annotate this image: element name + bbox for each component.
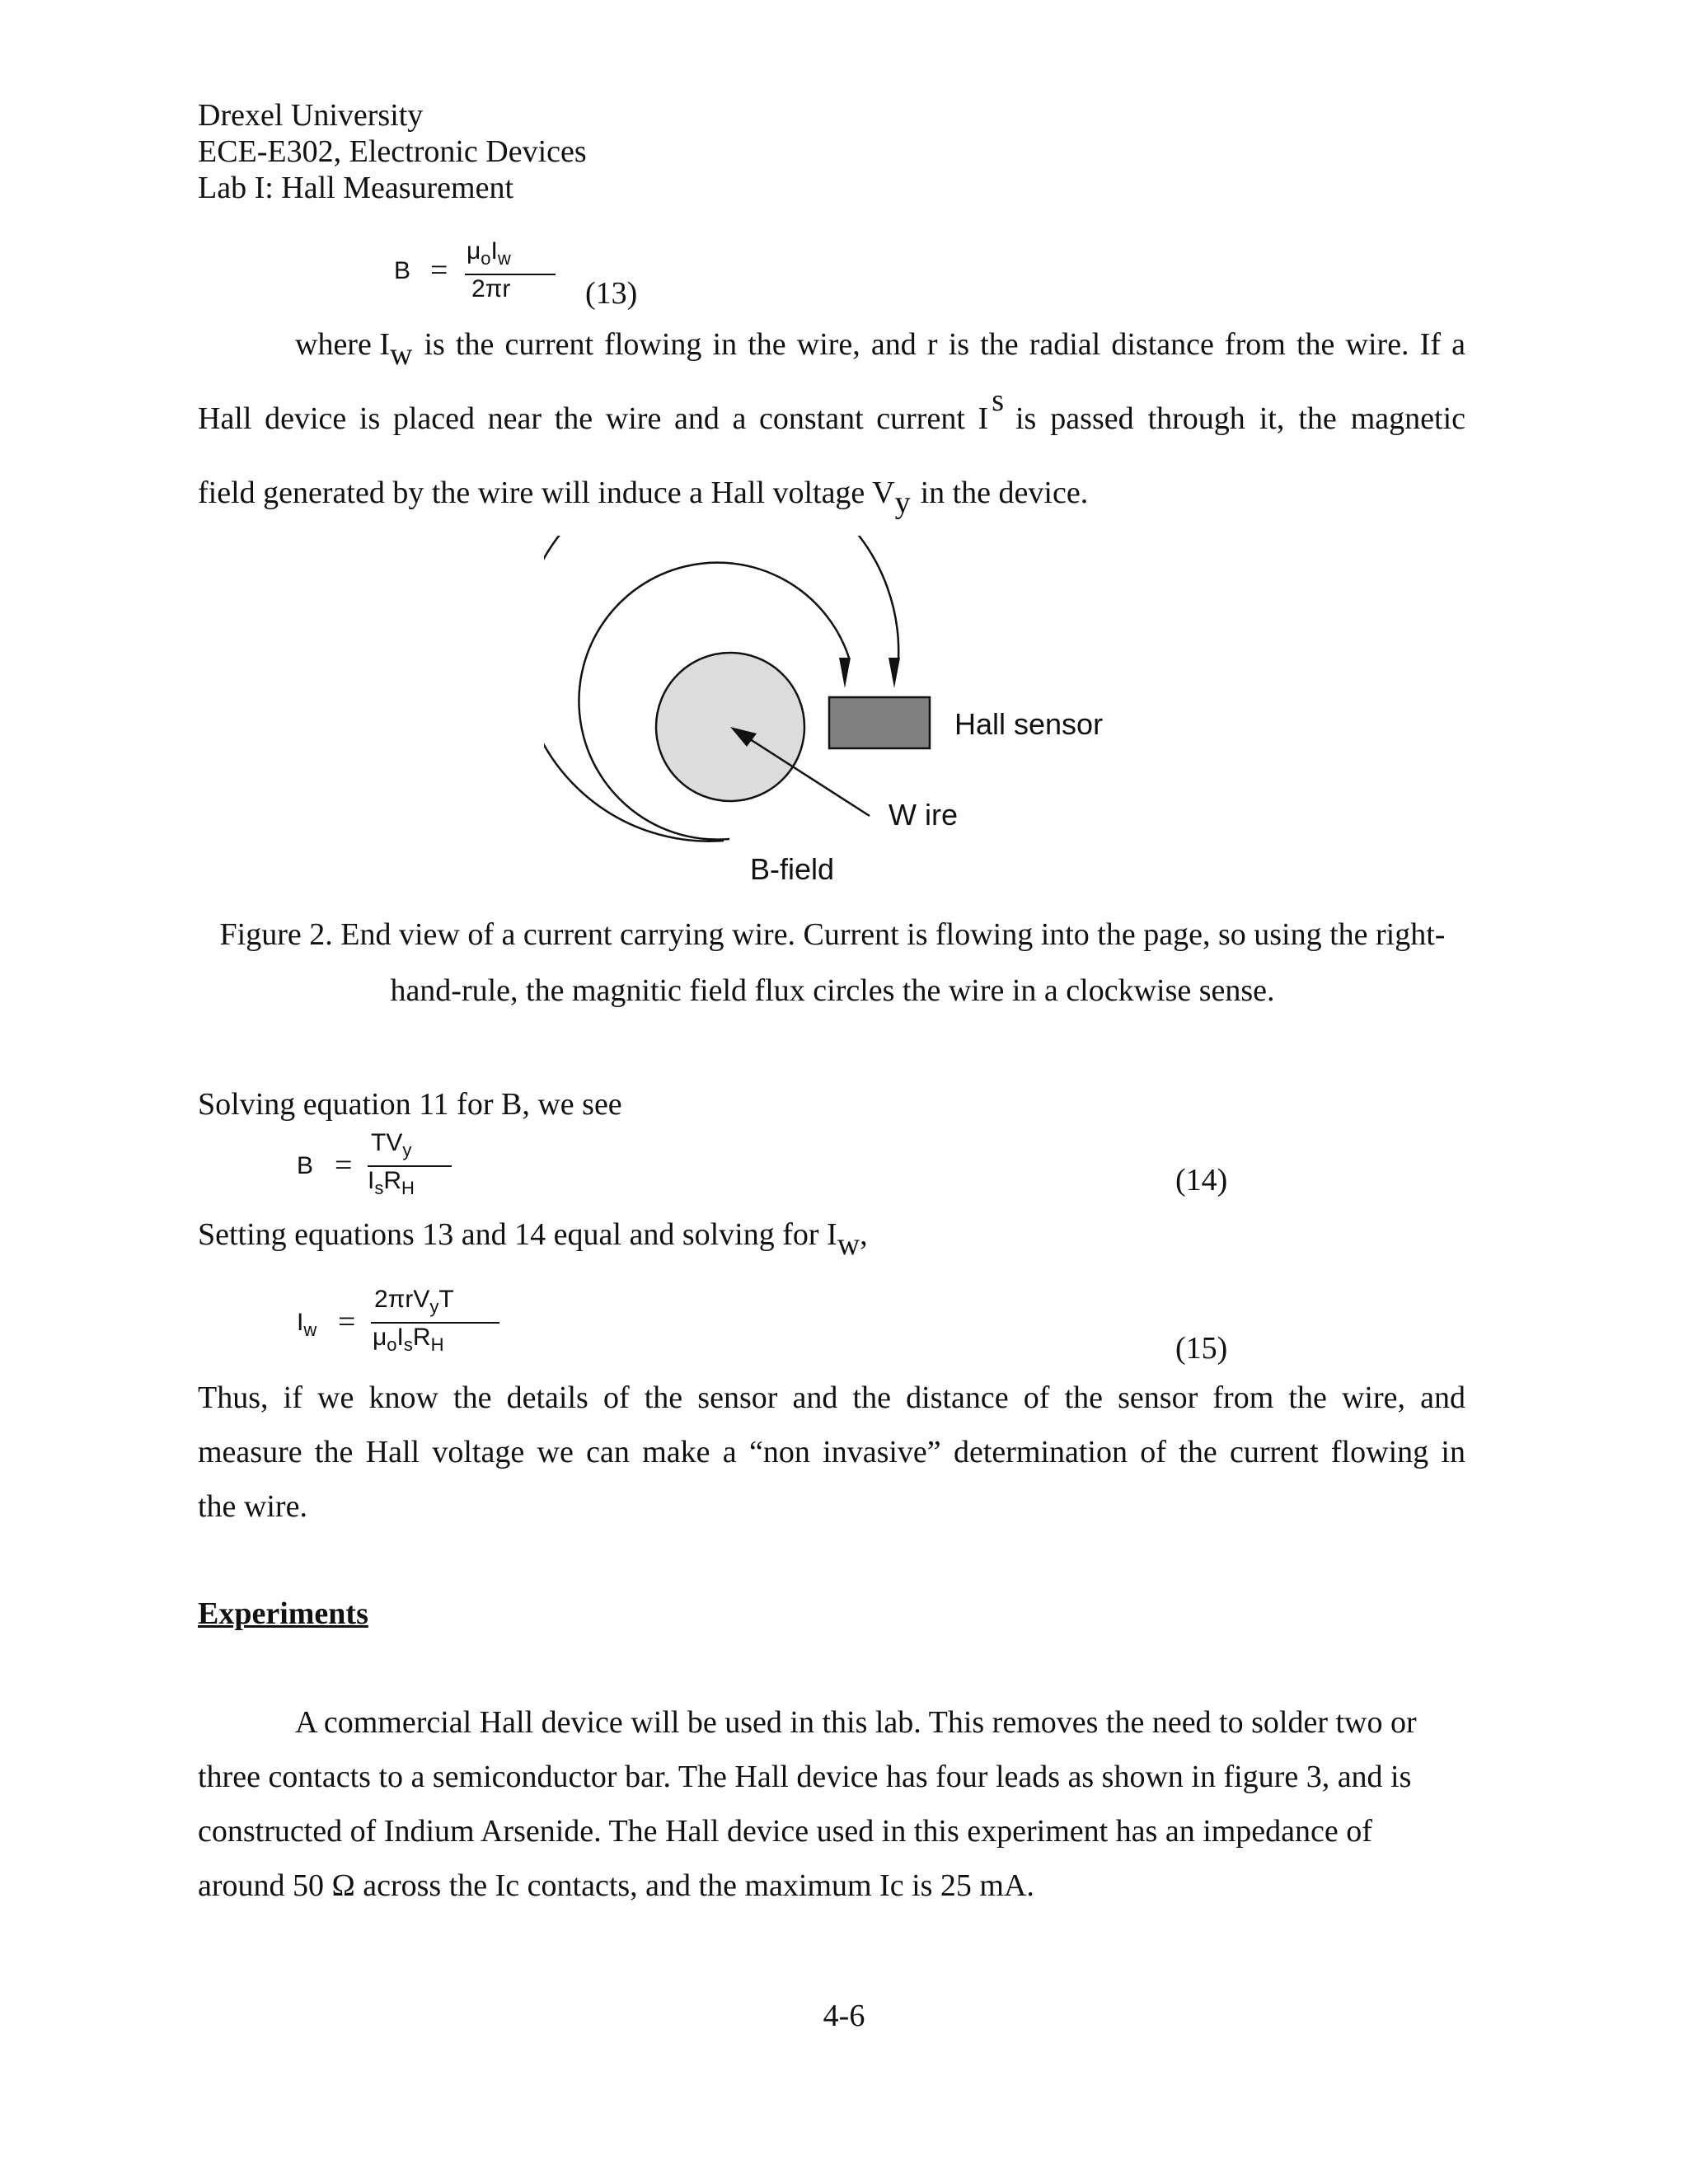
para2-line1: Thus, if we know the details of the sensor and the distance of the sensor from the wire, and xyxy=(198,1380,1465,1415)
para2-line3: the wire. xyxy=(198,1489,307,1524)
eq15-lhs-w: w xyxy=(303,1319,317,1340)
eq15-lhs xyxy=(297,1309,316,1341)
eq13-num-mu: μ xyxy=(467,237,481,265)
eq15-numerator xyxy=(374,1286,454,1318)
para1-l3-sub: y xyxy=(894,485,911,520)
header-lab-title: Lab I: Hall Measurement xyxy=(198,171,514,205)
equation-13 xyxy=(387,239,701,313)
eq13-denominator: 2πr xyxy=(471,275,511,302)
experiments-line1: A commercial Hall device will be used in this lab. This removes the need to solder two or xyxy=(295,1705,1417,1740)
setting-text-tail: , xyxy=(860,1217,868,1252)
eq13-num-I: I xyxy=(490,237,498,265)
eq15-den-I: I xyxy=(396,1324,404,1351)
eq13-numerator xyxy=(467,237,511,269)
eq14-denominator xyxy=(368,1167,415,1199)
para1-l1-a: where I xyxy=(295,327,390,362)
eq14-den-H: H xyxy=(401,1178,415,1198)
eq15-lhs-I: I xyxy=(297,1309,304,1336)
setting-text-sub: w xyxy=(837,1227,860,1262)
setting-text xyxy=(198,1216,868,1262)
eq15-denominator xyxy=(373,1324,443,1356)
solving-text: Solving equation 11 for B, we see xyxy=(198,1087,622,1122)
inner-arc-arrowhead xyxy=(839,658,851,688)
eq14-num: TV xyxy=(371,1129,403,1156)
para1-l3-a: field generated by the wire will induce a Hall voltage V xyxy=(198,476,895,510)
header-institution: Drexel University xyxy=(198,98,424,133)
eq15-den-R: R xyxy=(412,1324,431,1351)
eq15-number: (15) xyxy=(1175,1331,1228,1366)
eq14-num-sub: y xyxy=(402,1140,412,1160)
bfield-label: B-field xyxy=(750,852,835,886)
hall-sensor-label: Hall sensor xyxy=(954,707,1104,741)
eq15-den-o: o xyxy=(387,1334,397,1355)
eq13-num-o: o xyxy=(481,248,491,269)
para2-line2: measure the Hall voltage we can make a “non invasive” determination of the current flowing in xyxy=(198,1435,1465,1469)
para1-line3 xyxy=(198,475,1089,520)
equation-15 xyxy=(295,1286,1243,1368)
para1-l1-b: is the current flowing in the wire, and r is the radial distance from the wire. If a xyxy=(424,327,1465,362)
eq14-numerator xyxy=(371,1129,411,1161)
page-number: 4-6 xyxy=(823,1999,865,2033)
para1-l2-sub: s xyxy=(992,383,1004,418)
eq15-num-sub: y xyxy=(429,1296,439,1317)
eq15-equals: = xyxy=(338,1305,356,1339)
eq15-den-H: H xyxy=(430,1334,444,1355)
eq14-lhs: B xyxy=(297,1152,314,1179)
para1-line1 xyxy=(295,326,1465,372)
eq14-den-I: I xyxy=(368,1167,375,1194)
para1-l1-sub: w xyxy=(389,337,413,372)
para1-l3-b: in the device. xyxy=(920,476,1089,510)
eq14-den-s: s xyxy=(374,1178,384,1198)
para1-l2-a: Hall device is placed near the wire and a constant current I xyxy=(198,401,989,436)
setting-text-main: Setting equations 13 and 14 equal and solving for I xyxy=(198,1217,837,1252)
experiments-heading: Experiments xyxy=(198,1596,368,1631)
figure-caption-line1: Figure 2. End view of a current carrying wire. Current is flowing into the page, so using the right- xyxy=(219,917,1446,952)
eq14-den-R: R xyxy=(383,1167,402,1194)
eq13-equals: = xyxy=(430,253,448,288)
experiments-line3: constructed of Indium Arsenide. The Hall device used in this experiment has an impedance of xyxy=(198,1814,1372,1849)
wire-label: W ire xyxy=(889,798,958,832)
eq15-num-a: 2πrV xyxy=(374,1286,430,1313)
eq15-den-s: s xyxy=(403,1334,413,1355)
eq14-equals: = xyxy=(335,1148,353,1183)
eq15-den-mu: μ xyxy=(373,1324,387,1351)
para1-line2 xyxy=(198,383,1465,437)
para1-l2-b: is passed through it, the magnetic xyxy=(1015,401,1465,436)
header-course: ECE-E302, Electronic Devices xyxy=(198,134,587,169)
eq13-num-w: w xyxy=(497,248,511,269)
hall-sensor-rect xyxy=(829,697,930,748)
experiments-line2: three contacts to a semiconductor bar. The Hall device has four leads as shown in figure 3, and is xyxy=(198,1760,1412,1794)
figure-caption-line2: hand-rule, the magnitic field flux circles the wire in a clockwise sense. xyxy=(390,973,1275,1008)
eq13-number: (13) xyxy=(585,276,638,311)
eq13-lhs: B xyxy=(394,257,411,284)
eq15-num-b: T xyxy=(438,1286,454,1313)
outer-arc-arrowhead xyxy=(889,658,900,688)
eq14-number: (14) xyxy=(1175,1163,1228,1197)
experiments-line4: around 50 Ω across the Ic contacts, and the maximum Ic is 25 mA. xyxy=(198,1868,1034,1903)
equation-14 xyxy=(295,1129,1243,1212)
